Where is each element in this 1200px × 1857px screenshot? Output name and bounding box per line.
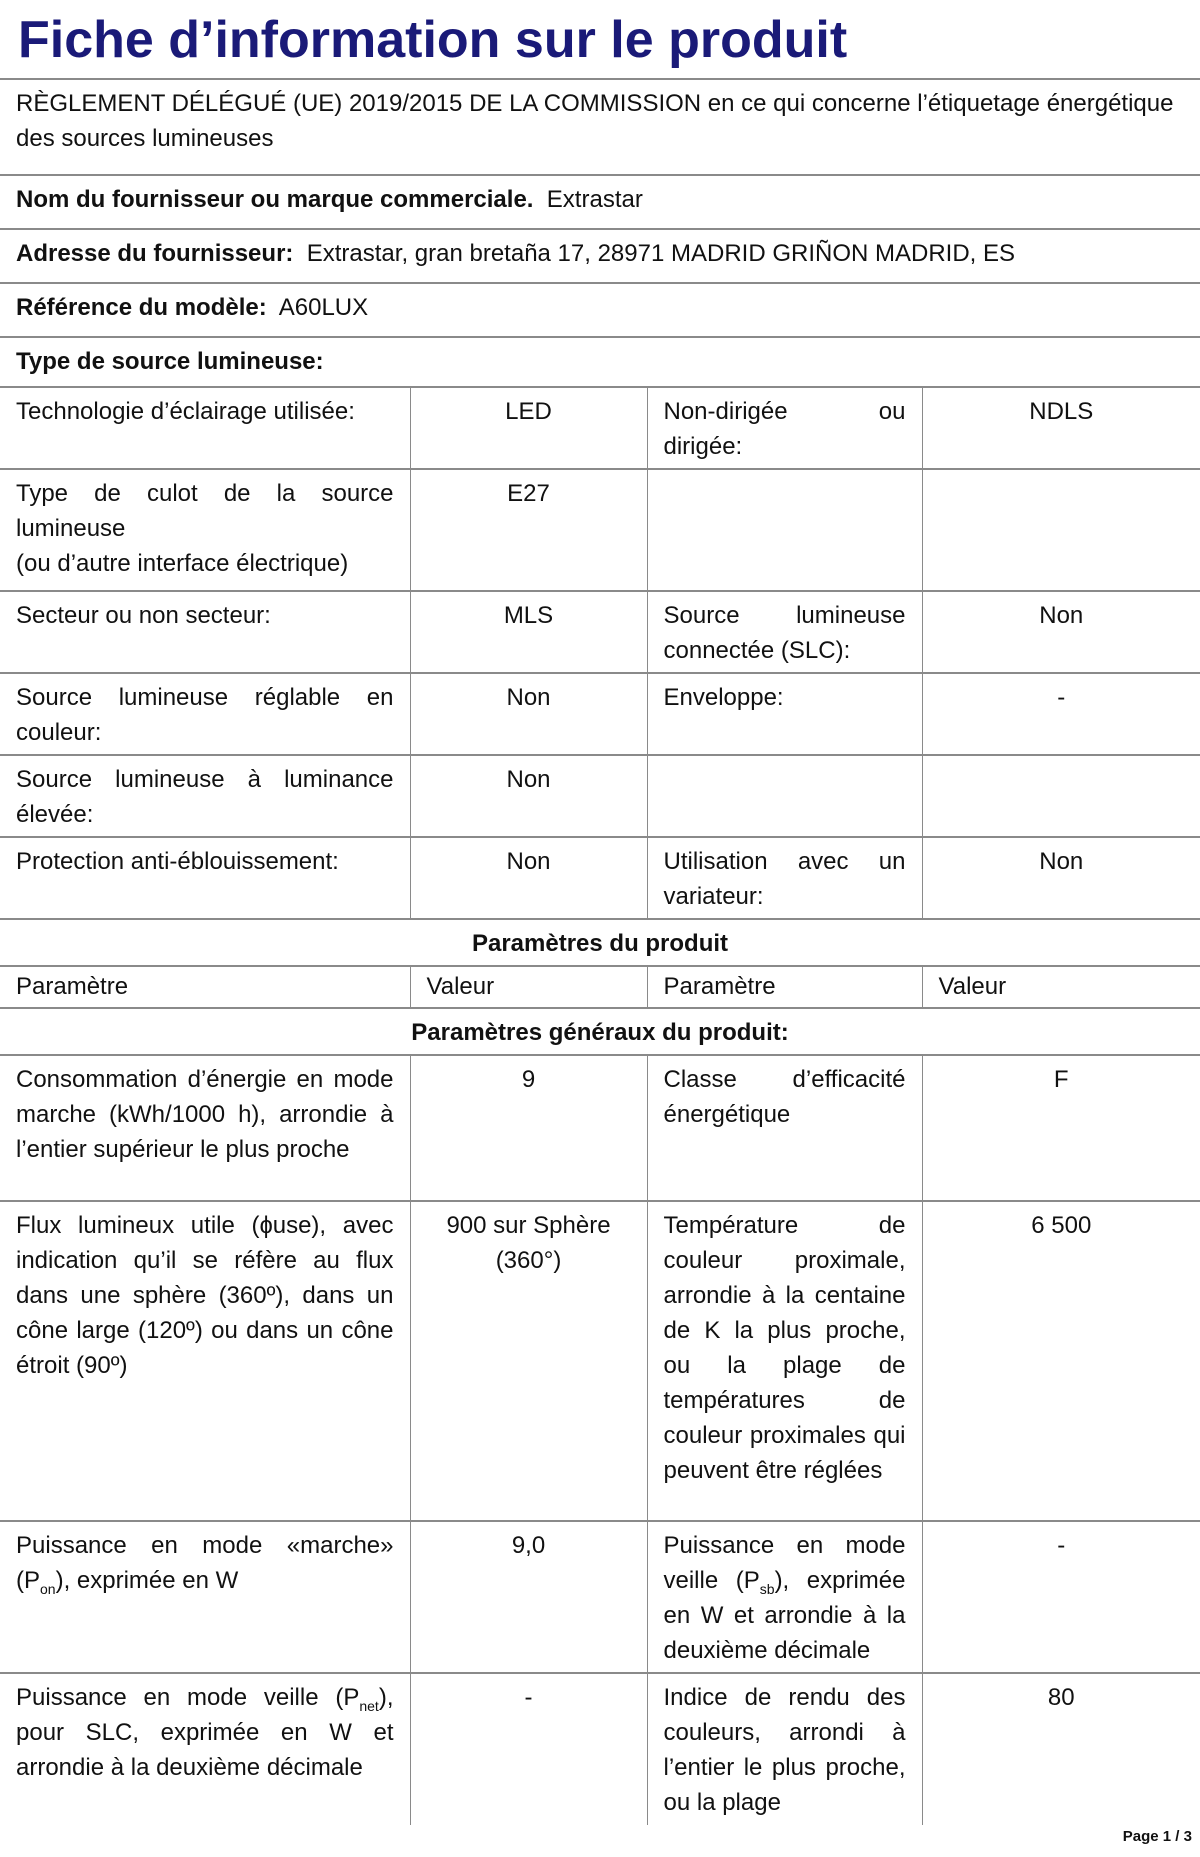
high-luminance-value: Non [410,755,647,837]
high-luminance-row [0,755,1200,837]
column-header-value-2: Valeur [922,966,1200,1008]
high-luminance-empty-cell [647,755,922,837]
supplier-address-value: Extrastar, gran bretaña 17, 28971 MADRID GRIÑON MADRID, ES [306,240,1016,267]
standby-power-subscript: sb [759,1580,775,1597]
on-mode-power-value: 9,0 [410,1521,647,1673]
cap-type-empty-value-cell [922,469,1200,591]
anti-glare-label: Protection anti-éblouissement: [0,837,410,919]
document-title: Fiche d’information sur le produit [18,11,848,69]
on-mode-power-subscript: on [40,1580,56,1597]
mains-row [0,591,1200,673]
supplier-address-row [0,229,1200,283]
supplier-name-label: Nom du fournisseur ou marque commerciale. [16,186,534,213]
envelope-label: Enveloppe: [647,673,922,755]
colour-temperature-label: Température de couleur proximale, arrondie à la centaine de K la plus proche, ou la plage de températures de couleur proximales qui peuvent être réglées [647,1201,922,1521]
standby-power-label-unit: ), exprimée en W et arrondie à la deuxième décimale [663,1567,906,1664]
technology-label: Technologie d’éclairage utilisée: [0,387,410,469]
technology-row [0,387,1200,469]
colour-tunable-label: Source lumineuse réglable en couleur: [0,673,410,755]
energy-consumption-row [0,1055,1200,1201]
cap-type-empty-cell [647,469,922,591]
luminous-flux-label: Flux lumineux utile (ɸuse), avec indication qu’il se réfère au flux dans une sphère (360º), dans un cône large (120º) ou dans un cône étroit (90º) [0,1201,410,1521]
column-header-value: Valeur [410,966,647,1008]
high-luminance-empty-value-cell [922,755,1200,837]
regulation-row [0,79,1200,175]
colour-rendering-label: Indice de rendu des couleurs, arrondi à l’entier le plus proche, ou la plage [647,1673,922,1825]
column-header-parameter-2: Paramètre [647,966,922,1008]
general-parameters-heading-row [0,1008,1200,1055]
connected-label: Source lumineuse connectée (SLC): [647,591,922,673]
mains-label: Secteur ou non secteur: [0,591,410,673]
product-parameters-heading-row [0,919,1200,966]
networked-standby-label [0,1673,410,1825]
model-reference-value: A60LUX [278,294,369,321]
colour-tunable-value: Non [410,673,647,755]
networked-standby-label-unit: ), pour SLC, exprimée en W et arrondie à la deuxième décimale [16,1684,394,1781]
supplier-name-row [0,175,1200,229]
luminous-flux-row [0,1201,1200,1521]
column-header-row [0,966,1200,1008]
colour-temperature-value: 6 500 [922,1201,1200,1521]
on-mode-power-label [0,1521,410,1673]
on-mode-power-label-text: Puissance en mode «marche» (P [16,1532,394,1594]
cap-type-label-note: (ou d’autre interface électrique) [16,550,349,577]
standby-power-label [647,1521,922,1673]
cap-type-value: E27 [410,469,647,591]
energy-class-value: F [922,1055,1200,1201]
page-number: Page 1 / 3 [1122,1828,1192,1845]
standby-power-label-text: Puissance en mode veille (P [663,1532,906,1594]
supplier-name-value: Extrastar [546,186,643,213]
mains-value: MLS [410,591,647,673]
model-reference-label: Référence du modèle: [16,294,267,321]
standby-power-value: - [922,1521,1200,1673]
anti-glare-row [0,837,1200,919]
light-source-type-heading-row [0,337,1200,387]
directional-label: Non-dirigée ou dirigée: [647,387,922,469]
colour-rendering-value: 80 [922,1673,1200,1825]
light-source-type-heading: Type de source lumineuse: [0,337,1200,387]
luminous-flux-value: 900 sur Sphère (360°) [410,1201,647,1521]
dimmable-label: Utilisation avec un variateur: [647,837,922,919]
energy-consumption-label: Consommation d’énergie en mode marche (kWh/1000 h), arrondie à l’entier supérieur le plus proche [0,1055,410,1201]
on-mode-power-row [0,1521,1200,1673]
networked-standby-row [0,1673,1200,1825]
networked-standby-value: - [410,1673,647,1825]
colour-tunable-row [0,673,1200,755]
envelope-value: - [922,673,1200,755]
networked-standby-label-text: Puissance en mode veille (P [16,1684,360,1711]
energy-consumption-value: 9 [410,1055,647,1201]
general-parameters-heading: Paramètres généraux du produit: [0,1008,1200,1055]
cap-type-label: Type de culot de la source lumineuse [16,480,394,542]
directional-value: NDLS [922,387,1200,469]
networked-standby-subscript: net [359,1697,379,1714]
regulation-text: RÈGLEMENT DÉLÉGUÉ (UE) 2019/2015 DE LA COMMISSION en ce qui concerne l’étiquetage énergétique des sources lumineuses [0,79,1200,175]
technology-value: LED [410,387,647,469]
dimmable-value: Non [922,837,1200,919]
model-reference-row [0,283,1200,337]
cap-type-row [0,469,1200,591]
anti-glare-value: Non [410,837,647,919]
on-mode-power-label-unit: ), exprimée en W [55,1567,239,1594]
supplier-address-label: Adresse du fournisseur: [16,240,294,267]
energy-class-label: Classe d’efficacité énergétique [647,1055,922,1201]
column-header-parameter: Paramètre [0,966,410,1008]
high-luminance-label: Source lumineuse à luminance élevée: [0,755,410,837]
product-parameters-heading: Paramètres du produit [0,919,1200,966]
connected-value: Non [922,591,1200,673]
product-info-table [0,78,1200,1825]
